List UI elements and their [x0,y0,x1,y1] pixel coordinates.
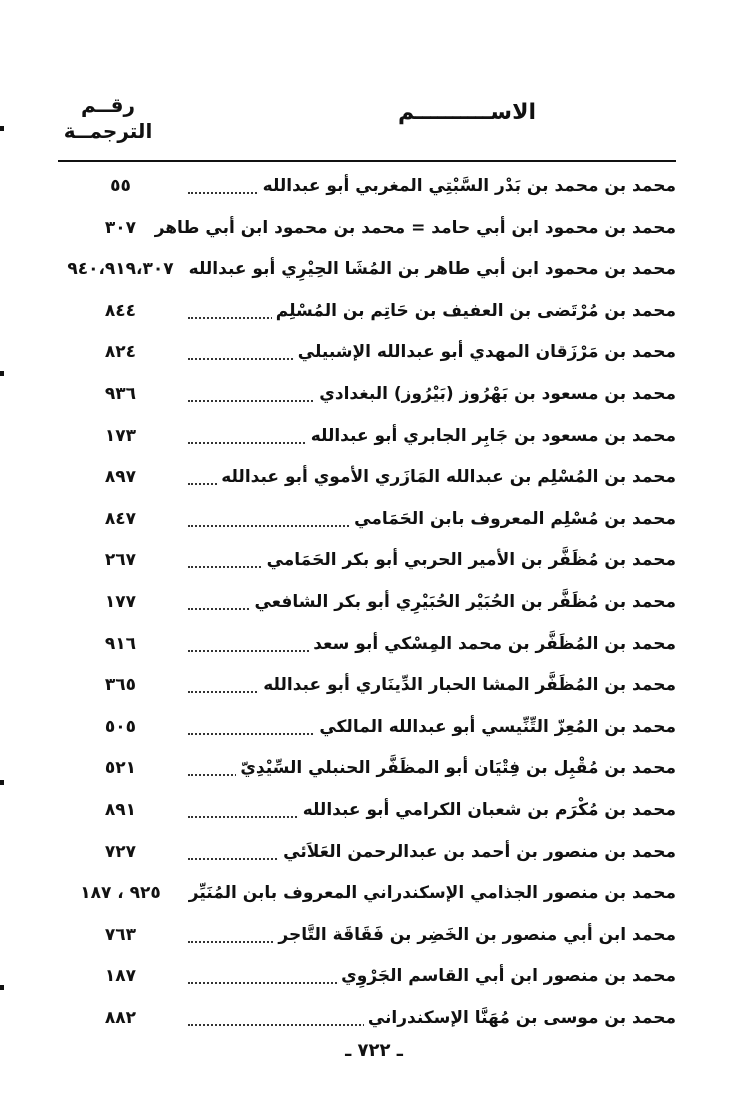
index-entry [58,669,676,711]
index-entry [58,378,676,420]
entry-name: محمد بن منصور ابن أبي القاسم الجَرْوِي [337,966,676,986]
entry-name: محمد بن مسعود بن جَابِر الجابري أبو عبدالله [307,426,676,446]
entry-number: ٨٤٧ [104,508,137,529]
entry-number: ٩٤٠،٩١٩،٣٠٧ [67,259,174,280]
entry-name: محمد بن مُقْبِل بن فِتْيَان أبو المظَفَّر الحنبلي السِّيْدِيّ [236,758,676,778]
entry-name: محمد بن منصور بن أحمد بن عبدالرحمن العَلاَئي [279,842,676,862]
entry-number: ٩١٦ [104,633,137,654]
entry-number: ٥٠٥ [104,716,137,737]
entry-number: ٨٩٧ [104,467,137,488]
index-entry [58,503,676,545]
entry-number: ٧٦٣ [104,924,137,945]
index-entry [58,919,676,961]
index-entry [58,628,676,670]
entry-name: محمد بن محمود ابن أبي طاهر بن المُشَا الحِيْرِي أبو عبدالله [185,259,676,279]
index-entry [58,586,676,628]
entry-number: ٥٥ [110,176,131,196]
entry-name: محمد بن المُسْلِم بن عبدالله المَازَري الأموي أبو عبدالله [217,467,676,487]
scan-mark [0,780,4,785]
index-entry [58,336,676,378]
header-rule [58,160,676,162]
index-entry [58,836,676,878]
number-heading-line1: رقــم [81,93,135,117]
entry-name: محمد بن منصور الجذامي الإسكندراني المعروف بابن المُنَيِّر [185,883,676,903]
index-entry [58,960,676,1002]
entry-number: ٥٢١ [104,758,137,779]
entry-number: ٩٣٦ [104,383,137,404]
entry-number: ١٧٧ [104,591,137,612]
entry-name: محمد بن المُظَفَّر بن محمد المِسْكي أبو سعد [309,634,676,654]
index-entry [58,212,676,254]
entry-name: محمد بن محمود ابن أبي حامد = محمد بن محمود ابن أبي طاهر [151,218,676,238]
entry-number: ٢٦٧ [104,550,137,571]
index-entry [58,1002,676,1044]
entry-number: ٧٢٧ [104,841,137,862]
page-number: ـ ٧٢٢ ـ [345,1040,403,1061]
number-column-heading [58,92,158,144]
entry-number: ٨٤٤ [104,300,137,321]
entry-number: ١٨٧ [104,966,137,987]
entry-number: ٣٠٧ [104,217,137,238]
entry-name: محمد ابن أبي منصور بن الخَضِر بن فَقَاقَة التَّاجر [274,925,676,945]
scan-mark [0,371,4,376]
entry-name: محمد بن مُكْرَم بن شعبان الكرامي أبو عبدالله [299,800,676,820]
entry-name: محمد بن مسعود بن بَهْرُوز (بَيْرُوز) البغدادي [315,384,676,404]
entry-name: محمد بن المُظَفَّر المشا الحبار الدِّينَاري أبو عبدالله [259,675,676,695]
index-entry [58,420,676,462]
number-heading-line2: الترجمــة [63,119,153,143]
index-entry [58,295,676,337]
entry-name: محمد بن محمد بن بَدْر السَّبْتِي المغربي أبو عبدالله [259,176,676,196]
index-entry [58,253,676,295]
index-entry [58,752,676,794]
entry-number: ٨٩١ [104,799,137,820]
index-entry [58,170,676,212]
entry-number: ١٧٣ [104,425,137,446]
entry-number: ٨٨٢ [104,1007,137,1028]
entry-name: محمد بن موسى بن مُهَنَّا الإسكندراني [364,1008,676,1028]
entry-number: ٩٢٥ ، ١٨٧ [80,883,161,904]
entry-name: محمد بن مُظَفَّر بن الأمير الحربي أبو بكر الحَمَامي [263,550,676,570]
entry-name: محمد بن المُعِزّ التِّنِّيسي أبو عبدالله المالكي [315,717,676,737]
entry-name: محمد بن مَرْزَقان المهدي أبو عبدالله الإشبيلي [294,342,676,362]
index-header [58,88,676,160]
index-entry [58,877,676,919]
index-entry [58,544,676,586]
entry-name: محمد بن مُرْتَضى بن العفيف بن حَاتِم بن المُسْلِم [272,301,676,321]
index-entry [58,711,676,753]
scan-mark [0,126,4,131]
entry-name: محمد بن مُسْلِم المعروف بابن الحَمَامي [350,509,676,529]
index-entries [58,170,676,1043]
entry-number: ٨٢٤ [104,342,137,363]
entry-name: محمد بن مُظَفَّر بن الحُبَيْر الحُبَيْرِي أبو بكر الشافعي [250,592,676,612]
index-entry [58,794,676,836]
index-entry [58,461,676,503]
entry-number: ٣٦٥ [104,675,137,696]
name-column-heading: الاســــــــــم [397,100,536,125]
scan-mark [0,985,4,990]
